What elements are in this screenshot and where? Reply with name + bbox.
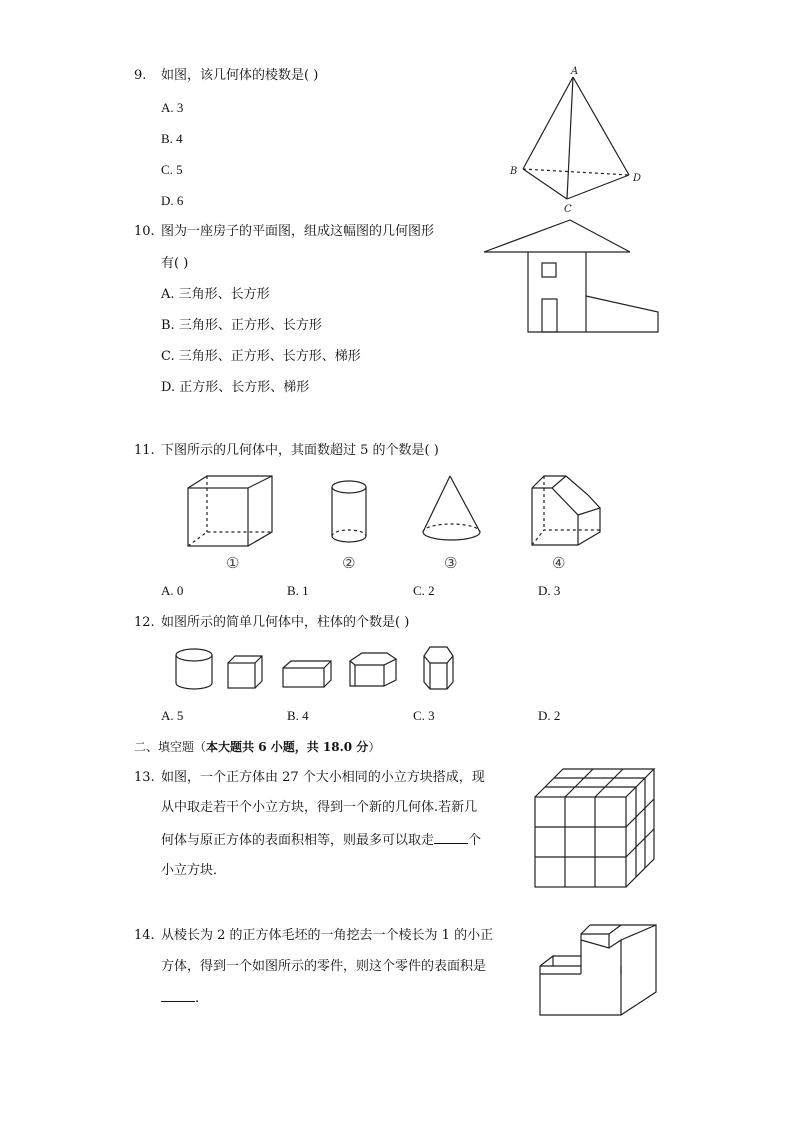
q14-line3 xyxy=(161,990,199,1007)
section2-title-suffix: ） xyxy=(368,740,381,754)
q10-stem-line1: 图为一座房子的平面图，组成这幅图的几何图形 xyxy=(161,224,435,239)
q9-label-a: A xyxy=(571,66,579,77)
q9-option-c: C. 5 xyxy=(161,162,183,177)
q13-line3-after: 个 xyxy=(468,833,482,848)
q12-pentagonal-prism-figure xyxy=(350,653,396,686)
q11-label-2: ② xyxy=(342,554,356,572)
q12-stem: 如图所示的简单几何体中，柱体的个数是( ) xyxy=(161,615,410,630)
q12-cuboid-figure xyxy=(283,661,331,687)
section2-title xyxy=(134,739,380,755)
q9-option-a: A. 3 xyxy=(161,100,184,115)
q11-option-d: D. 3 xyxy=(538,583,561,598)
q11-option-c: C. 2 xyxy=(413,583,435,598)
q12-number: 12. xyxy=(134,615,155,630)
q14-cut-cube-figure xyxy=(537,918,667,1023)
q11-cut-cube-figure xyxy=(532,476,600,545)
q9-label-c: C xyxy=(564,204,572,215)
q10-house-figure xyxy=(480,216,660,336)
q9-number: 9. xyxy=(134,68,147,83)
q13-line3-before: 何体与原正方体的表面积相等，则最多可以取走 xyxy=(161,833,435,848)
q14-number: 14. xyxy=(134,928,155,943)
q12-option-a: A. 5 xyxy=(161,708,184,723)
q11-option-a: A. 0 xyxy=(161,583,184,598)
q13-line3 xyxy=(161,832,481,849)
q9-option-b: B. 4 xyxy=(161,131,183,146)
q9-label-b: B xyxy=(510,166,518,177)
q10-option-c: C. 三角形、正方形、长方形、梯形 xyxy=(161,349,361,364)
q11-figures xyxy=(180,468,620,578)
q12-hexagonal-prism-figure xyxy=(424,647,453,689)
q12-figures xyxy=(172,642,472,702)
q9-label-d: D xyxy=(633,173,642,184)
q10-number: 10. xyxy=(134,224,155,239)
q11-stem: 下图所示的几何体中，其面数超过 5 的个数是( ) xyxy=(161,443,439,458)
q12-option-c: C. 3 xyxy=(413,708,435,723)
q11-number: 11. xyxy=(134,443,155,458)
q13-line1: 如图，一个正方体由 27 个大小相同的小立方块搭成，现 xyxy=(161,770,485,785)
q11-label-1: ① xyxy=(226,554,240,572)
q9-pyramid-figure xyxy=(505,63,665,213)
q12-option-d: D. 2 xyxy=(538,708,561,723)
q9-stem: 如图，该几何体的棱数是( ) xyxy=(161,68,319,83)
q14-answer-blank[interactable] xyxy=(161,990,195,1002)
q14-line3-after: . xyxy=(195,991,200,1006)
q9-option-d: D. 6 xyxy=(161,193,184,208)
q10-option-a: A. 三角形、长方形 xyxy=(161,287,270,302)
q13-line4: 小立方块． xyxy=(161,863,227,878)
q14-line2: 方体，得到一个如图所示的零件，则这个零件的表面积是 xyxy=(161,959,487,974)
q12-cylinder-figure xyxy=(176,649,212,689)
q13-line2: 从中取走若干个小立方块，得到一个新的几何体.若新几 xyxy=(161,800,478,815)
q11-option-b: B. 1 xyxy=(287,583,309,598)
section2-title-bold: 本大题共 6 小题，共 18.0 分 xyxy=(206,740,369,754)
section2-title-prefix: 二、填空题（ xyxy=(134,740,207,754)
q13-rubik-cube-figure xyxy=(533,765,658,890)
q13-number: 13. xyxy=(134,770,155,785)
q11-cylinder-figure xyxy=(332,481,366,542)
q11-cube-figure xyxy=(188,476,272,546)
q11-cone-figure xyxy=(423,476,480,540)
q10-stem-line2: 有( ) xyxy=(161,256,189,271)
q14-line1: 从棱长为 2 的正方体毛坯的一角挖去一个棱长为 1 的小正 xyxy=(161,928,494,943)
q11-label-3: ③ xyxy=(444,554,458,572)
q12-cube-figure xyxy=(228,656,262,688)
q11-label-4: ④ xyxy=(552,554,566,572)
q10-option-d: D. 正方形、长方形、梯形 xyxy=(161,380,310,395)
q13-answer-blank[interactable] xyxy=(434,832,468,844)
q12-option-b: B. 4 xyxy=(287,708,309,723)
q10-option-b: B. 三角形、正方形、长方形 xyxy=(161,318,322,333)
